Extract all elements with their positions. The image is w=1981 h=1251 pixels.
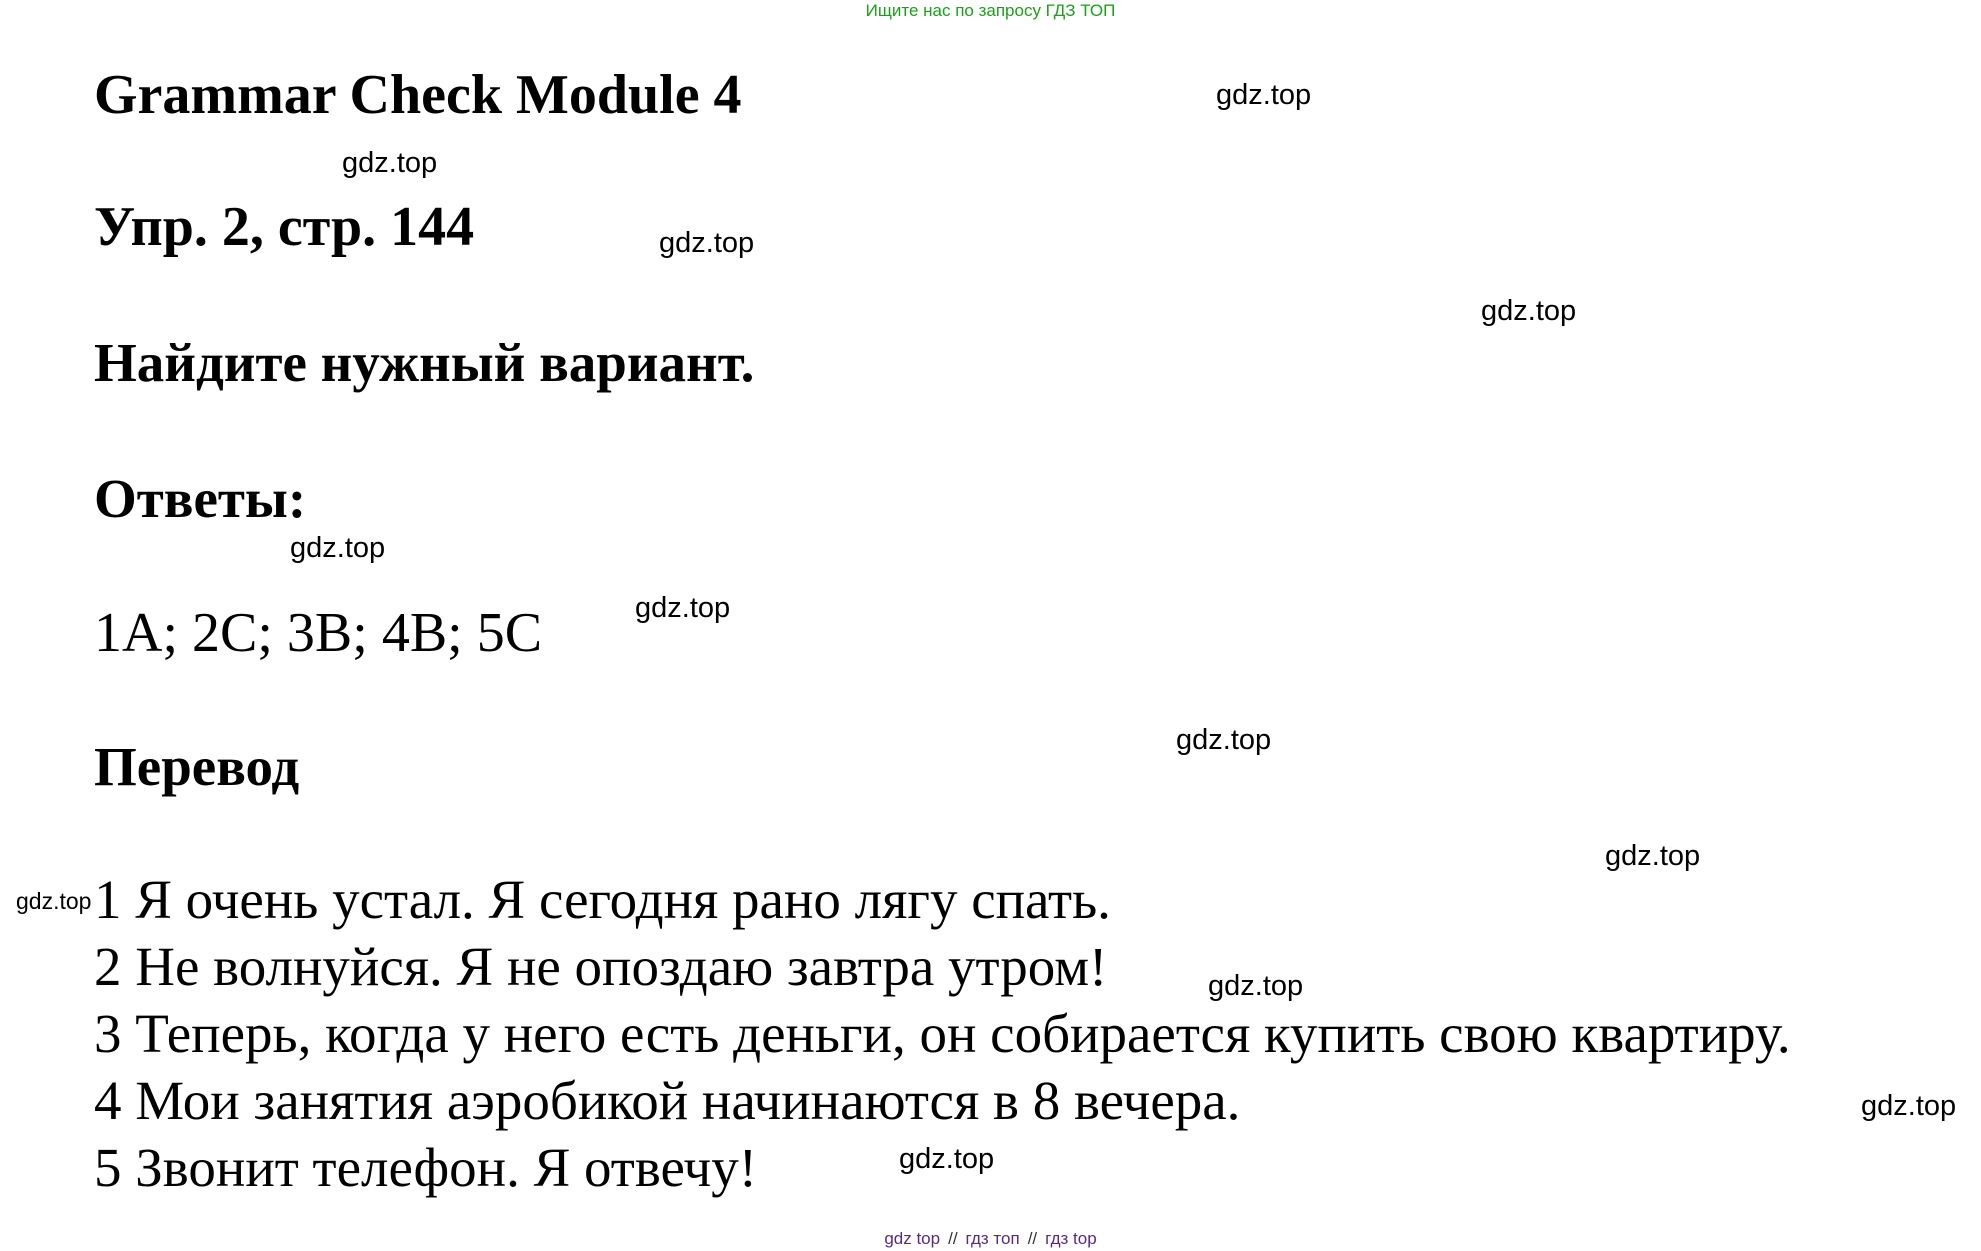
task-heading: Найдите нужный вариант.: [94, 332, 755, 393]
translation-item: 1 Я очень устал. Я сегодня рано лягу спать.: [94, 869, 1111, 930]
watermark: gdz.top: [1176, 724, 1272, 756]
watermark: gdz.top: [635, 592, 731, 624]
watermark: gdz.top: [342, 147, 438, 179]
answers-heading: Ответы:: [94, 468, 307, 529]
watermark: gdz.top: [1861, 1090, 1957, 1122]
watermark: gdz.top: [1605, 840, 1701, 872]
footer-separator: //: [948, 1229, 958, 1248]
watermark: gdz.top: [16, 888, 92, 914]
footer-link-gdz-top-mixed[interactable]: гдз top: [1045, 1229, 1097, 1248]
translation-item: 3 Теперь, когда у него есть деньги, он собирается купить свою квартиру.: [94, 1003, 1791, 1064]
footer-link-gdz-top-ru[interactable]: гдз топ: [965, 1229, 1020, 1248]
translation-item: 5 Звонит телефон. Я отвечу!: [94, 1137, 758, 1198]
translation-heading: Перевод: [94, 736, 300, 797]
top-banner: Ищите нас по запросу ГДЗ ТОП: [865, 1, 1116, 20]
footer-link-gdz-top[interactable]: gdz top: [884, 1229, 941, 1248]
watermark: gdz.top: [1216, 79, 1312, 111]
answers-text: 1A; 2C; 3B; 4B; 5C: [94, 602, 543, 664]
page-title: Grammar Check Module 4: [94, 64, 742, 126]
watermark: gdz.top: [1481, 295, 1577, 327]
translation-item: 2 Не волнуйся. Я не опоздаю завтра утром!: [94, 936, 1108, 997]
exercise-heading: Упр. 2, стр. 144: [94, 196, 475, 258]
watermark: gdz.top: [1208, 970, 1304, 1002]
footer-separator: //: [1027, 1229, 1038, 1248]
watermark: gdz.top: [659, 227, 755, 259]
translation-item: 4 Мои занятия аэробикой начинаются в 8 вечера.: [94, 1070, 1241, 1131]
footer-links: [0, 1228, 1981, 1250]
watermark: gdz.top: [290, 532, 386, 564]
watermark: gdz.top: [899, 1143, 995, 1175]
